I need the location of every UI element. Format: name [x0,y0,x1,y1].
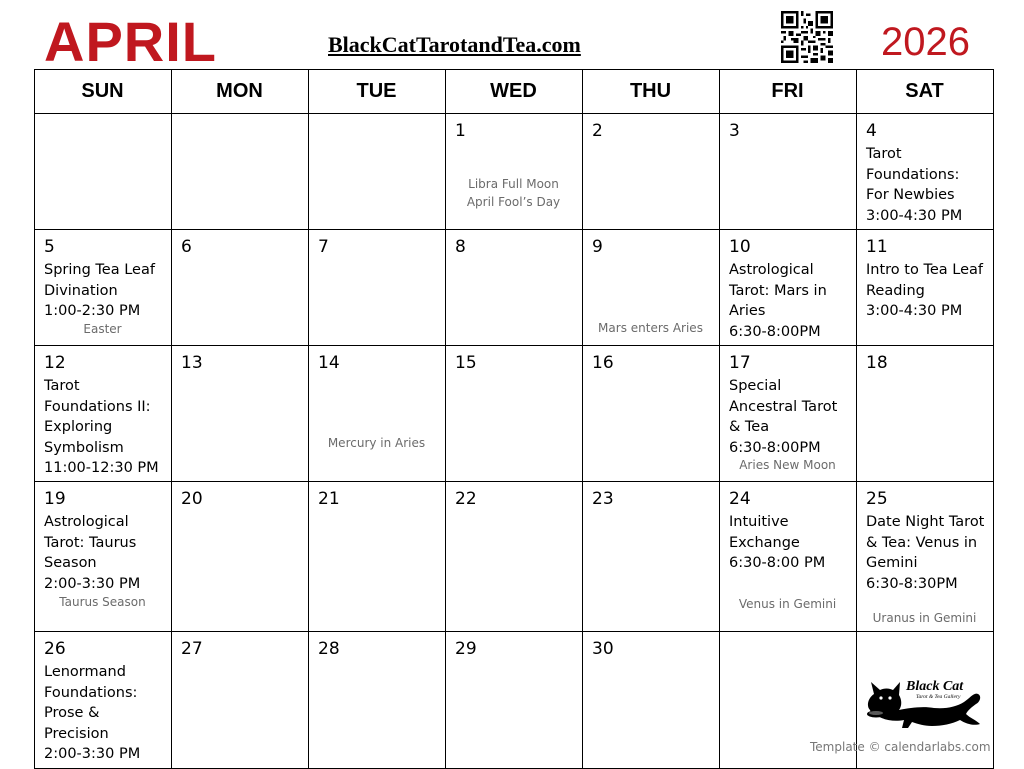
astro-note [34,320,171,338]
weekday-header-thu: THU [582,69,720,114]
day-number: 10 [729,237,751,257]
note-line: Venus in Gemini [738,597,837,611]
event-line: For Newbies [866,187,955,203]
event-line: Spring Tea Leaf [44,262,155,278]
event-text [44,260,167,322]
day-number: 23 [592,489,614,509]
note-line: Easter [83,322,122,336]
astro-note [34,593,171,611]
event-line: Season [44,555,97,571]
day-number: 7 [318,237,329,257]
day-cell-24[interactable] [719,481,857,632]
year-title: 2026 [881,20,970,64]
calendar-grid [34,69,993,768]
empty-day-cell[interactable] [308,113,446,230]
day-cell-7[interactable] [308,229,446,346]
day-cell-27[interactable] [171,631,309,769]
event-line: 6:30-8:30PM [866,575,958,592]
event-line: Foundations II: [44,398,151,415]
event-line: Gemini [866,555,918,571]
event-text [729,512,852,574]
weekday-header-sat: SAT [856,69,994,114]
weekday-header-fri: FRI [719,69,857,114]
day-cell-26[interactable] [34,631,172,769]
day-number: 16 [592,353,614,373]
day-number: 2 [592,121,603,141]
day-number: 17 [729,353,751,373]
event-line: Foundations: [44,684,138,701]
event-line: Reading [866,282,925,299]
event-line: 3:00-4:30 PM [866,303,963,319]
event-line: 1:00-2:30 PM [44,303,141,319]
event-line: 2:00-3:30 PM [44,746,141,762]
day-number: 5 [44,237,55,257]
day-number: 21 [318,489,340,509]
day-cell-19[interactable] [34,481,172,632]
day-number: 11 [866,237,888,257]
note-line: Taurus Season [59,595,146,609]
day-number: 18 [866,353,888,373]
weekday-header-wed: WED [445,69,583,114]
day-cell-10[interactable] [719,229,857,346]
event-text [729,376,852,458]
website-link[interactable]: BlackCatTarotandTea.com [328,32,581,57]
day-cell-4[interactable] [856,113,994,230]
day-number: 30 [592,639,614,659]
event-line: 6:30-8:00 PM [729,555,826,571]
day-cell-3[interactable] [719,113,857,230]
day-cell-25[interactable] [856,481,994,632]
day-number: 15 [455,353,477,373]
event-line: Foundations: [866,166,960,183]
day-cell-30[interactable] [582,631,720,769]
day-cell-28[interactable] [308,631,446,769]
event-line: 6:30-8:00PM [729,439,821,456]
day-number: 19 [44,489,66,509]
event-text [44,512,167,594]
event-line: Exploring [44,419,113,435]
template-credit[interactable]: Template © calendarlabs.com [810,740,991,754]
day-number: 29 [455,639,477,659]
astro-note [445,175,582,211]
day-cell-20[interactable] [171,481,309,632]
day-number: 28 [318,639,340,659]
day-cell-15[interactable] [445,345,583,482]
day-number: 4 [866,121,877,141]
day-number: 12 [44,353,66,373]
weekday-header-mon: MON [171,69,309,114]
event-text [44,376,167,479]
day-cell-18[interactable] [856,345,994,482]
day-number: 8 [455,237,466,257]
event-line: 6:30-8:00PM [729,323,821,340]
day-cell-2[interactable] [582,113,720,230]
event-line: 3:00-4:30 PM [866,207,963,224]
astro-note [719,456,856,474]
day-cell-21[interactable] [308,481,446,632]
event-line: Astrological [44,514,129,530]
logo-subtext: Tarot & Tea Gallery [916,694,961,700]
event-line: Tarot [866,146,902,162]
event-line: Special [729,378,782,394]
event-text [729,260,852,342]
event-line: Aries [729,303,766,319]
event-line: Ancestral Tarot [729,398,838,415]
event-line: Symbolism [44,439,124,456]
event-text [866,144,989,226]
day-number: 1 [455,121,466,141]
day-number: 26 [44,639,66,659]
event-line: Astrological [729,262,814,278]
note-line: Mercury in Aries [327,436,426,450]
month-title: APRIL [44,10,217,73]
weekday-header-sun: SUN [34,69,172,114]
astro-note [856,609,993,627]
black-cat-logo [862,670,988,732]
astro-note [308,434,445,452]
event-line: & Tea [729,419,770,435]
logo-text: Black Cat [906,679,964,694]
event-line: Tarot: Mars in [729,282,827,299]
event-line: Date Night Tarot [866,514,985,530]
event-line: Prose & [44,705,100,721]
day-cell-8[interactable] [445,229,583,346]
day-number: 6 [181,237,192,257]
day-cell-29[interactable] [445,631,583,769]
day-number: 14 [318,353,340,373]
day-number: 20 [181,489,203,509]
day-cell-5[interactable] [34,229,172,346]
empty-day-cell[interactable] [34,113,172,230]
day-cell-11[interactable] [856,229,994,346]
day-number: 9 [592,237,603,257]
note-line: Mars enters Aries [598,321,703,335]
day-cell-16[interactable] [582,345,720,482]
empty-day-cell[interactable] [171,113,309,230]
day-cell-12[interactable] [34,345,172,482]
astro-note [719,595,856,613]
day-cell-13[interactable] [171,345,309,482]
day-cell-9[interactable] [582,229,720,346]
note-line: Aries New Moon [739,458,836,472]
note-line: April Fool’s Day [466,195,561,209]
day-number: 22 [455,489,477,509]
day-cell-6[interactable] [171,229,309,346]
day-cell-17[interactable] [719,345,857,482]
event-line: Tarot: Taurus [44,534,137,551]
astro-note [582,319,719,337]
event-line: Lenormand [44,664,126,680]
event-line: Precision [44,725,109,742]
event-text [44,662,167,765]
day-cell-1[interactable] [445,113,583,230]
event-line: & Tea: Venus in [866,534,978,551]
day-number: 3 [729,121,740,141]
day-number: 24 [729,489,751,509]
qr-code-icon[interactable] [781,11,833,63]
day-cell-23[interactable] [582,481,720,632]
event-line: Intuitive [729,514,789,530]
event-text [866,512,989,594]
event-line: 11:00-12:30 PM [44,460,159,476]
event-line: 2:00-3:30 PM [44,575,141,592]
day-number: 27 [181,639,203,659]
day-cell-22[interactable] [445,481,583,632]
event-line: Tarot [44,378,80,394]
day-number: 25 [866,489,888,509]
day-cell-14[interactable] [308,345,446,482]
event-line: Divination [44,282,118,299]
note-line: Uranus in Gemini [872,611,977,625]
event-line: Exchange [729,534,800,551]
event-line: Intro to Tea Leaf [866,262,983,278]
weekday-header-tue: TUE [308,69,446,114]
event-text [866,260,989,322]
note-line: Libra Full Moon [468,177,559,191]
day-number: 13 [181,353,203,373]
